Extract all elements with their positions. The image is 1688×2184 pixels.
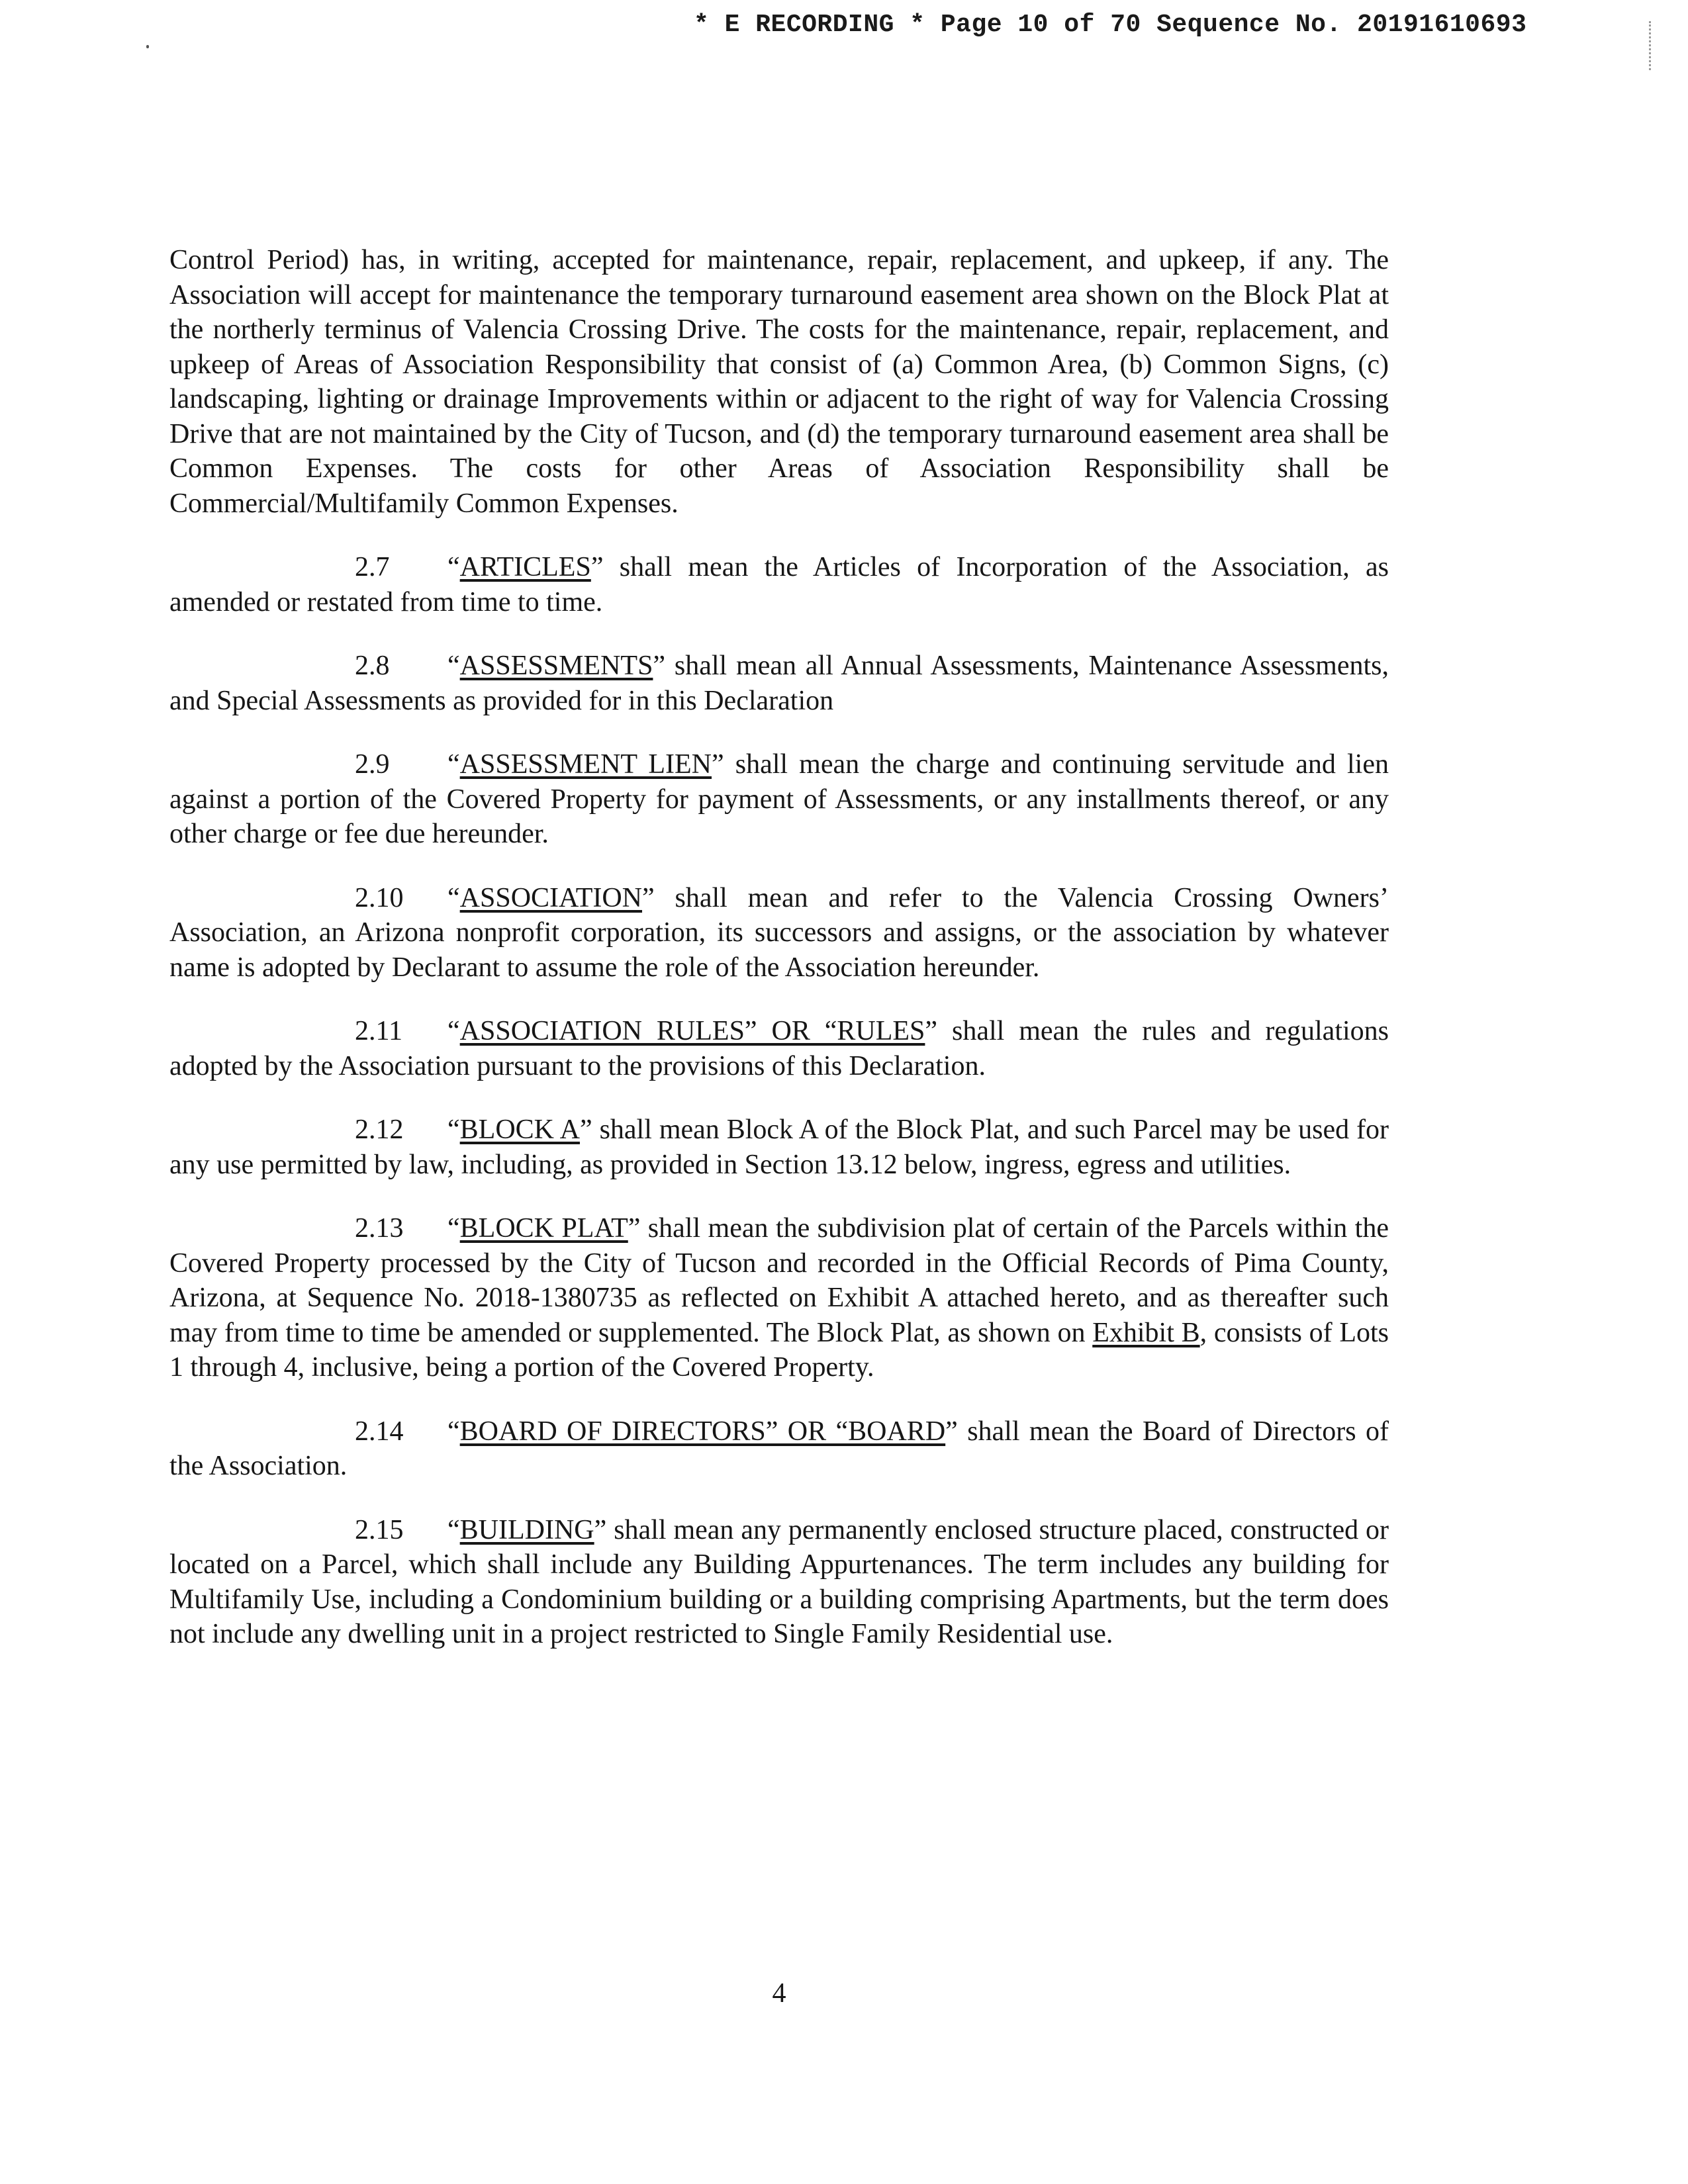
defined-term: ARTICLES xyxy=(459,552,591,582)
section-number: 2.12 xyxy=(355,1115,404,1145)
definition-text: shall mean and refer to the Valencia Crossing Owners’ Association, an Arizona nonprofit corporation, its successors and assigns, or the association by whatever name is adopted by Declarant to assume the role of the Association hereunder. xyxy=(169,882,1389,983)
intro-paragraph: Control Period) has, in writing, accepted for maintenance, repair, replacement, and upkeep, if any. The Association will accept for maintenance the temporary turnaround easement area shown on the Block Plat at the northerly terminus of Valencia Crossing Drive. The costs for the maintenance, repair, replacement, and upkeep of Areas of Association Responsibility that consist of (a) Common Area, (b) Common Signs, (c) landscaping, lighting or drainage Improvements within or adjacent to the right of way for Valencia Crossing Drive that are not maintained by the City of Tucson, and (d) the temporary turnaround easement area shall be Common Expenses. The costs for other Areas of Association Responsibility shall be Commercial/Multifamily Common Expenses. xyxy=(169,245,1389,519)
defined-term: ASSOCIATION xyxy=(459,882,643,913)
section-number: 2.13 xyxy=(355,1213,404,1244)
definition-text: shall mean the subdivision plat of certain of the Parcels within the Covered Property processed by the City of Tucson and recorded in the Official Records of Pima County, Arizona, at Sequence No. 2018-1380735 as reflected on Exhibit A attached hereto, and as thereafter such may from time to time be amended or supplemented. The Block Plat, as shown on xyxy=(169,1213,1389,1348)
scan-edge-marks xyxy=(1649,21,1655,70)
definition-text: shall mean Block A of the Block Plat, and such Parcel may be used for any use permitted by law, including, as provided in Section 13.12 below, ingress, egress and utilities. xyxy=(169,1115,1389,1180)
section-number: 2.8 xyxy=(355,651,390,681)
section-number: 2.15 xyxy=(355,1514,404,1545)
exhibit-reference: Exhibit B xyxy=(1092,1317,1200,1348)
definition-text: shall mean all Annual Assessments, Maintenance Assessments, and Special Assessments as provided for in this Declaration xyxy=(169,651,1389,716)
defined-term: ASSOCIATION RULES” OR “RULES xyxy=(459,1016,925,1046)
definition-2-13: 2.13 “BLOCK PLAT” shall mean the subdivision plat of certain of the Parcels within the Covered Property processed by the City of Tucson and recorded in the Official Records of Pima County, Arizona, at Sequence No. 2018-1380735 as reflected on Exhibit A attached hereto, and as thereafter such may from time to time be amended or supplemented. The Block Plat, as shown on Exhibit B, consists of Lots 1 through 4, inclusive, being a portion of the Covered Property. xyxy=(169,1211,1389,1385)
definition-2-12: 2.12 “BLOCK A” shall mean Block A of the Block Plat, and such Parcel may be used for any use permitted by law, including, as provided in Section 13.12 below, ingress, egress and utilities. xyxy=(169,1113,1389,1182)
section-number: 2.7 xyxy=(355,552,390,582)
section-number: 2.10 xyxy=(355,882,404,913)
definition-2-8: 2.8 “ASSESSMENTS” shall mean all Annual Assessments, Maintenance Assessments, and Special Assessments as provided for in this Declaration xyxy=(169,649,1389,718)
scan-artifact-dot xyxy=(146,45,149,48)
definition-text-continued: , consists of Lots 1 through 4, inclusive, being a portion of the Covered Property. xyxy=(169,1317,1389,1383)
page-number: 4 xyxy=(772,1978,786,2009)
recording-header: * E RECORDING * Page 10 of 70 Sequence No. 20191610693 xyxy=(694,11,1527,39)
definition-text: shall mean any permanently enclosed structure placed, constructed or located on a Parcel, which shall include any Building Appurtenances. The term includes any building for Multifamily Use, including a Condominium building or a building comprising Apartments, but the term does not include any dwelling unit in a project restricted to Single Family Residential use. xyxy=(169,1514,1389,1649)
defined-term: ASSESSMENT LIEN xyxy=(459,749,712,780)
definition-2-7: 2.7 “ARTICLES” shall mean the Articles of Incorporation of the Association, as amended or restated from time to time. xyxy=(169,550,1389,619)
definition-2-11: 2.11 “ASSOCIATION RULES” OR “RULES” shall mean the rules and regulations adopted by the Association pursuant to the provisions of this Declaration. xyxy=(169,1014,1389,1083)
definition-text: shall mean the charge and continuing servitude and lien against a portion of the Covered Property for payment of Assessments, or any installments thereof, or any other charge or fee due hereunder. xyxy=(169,749,1389,849)
definition-2-15: 2.15 “BUILDING” shall mean any permanently enclosed structure placed, constructed or located on a Parcel, which shall include any Building Appurtenances. The term includes any building for Multifamily Use, including a Condominium building or a building comprising Apartments, but the term does not include any dwelling unit in a project restricted to Single Family Residential use. xyxy=(169,1513,1389,1652)
definition-2-10: 2.10 “ASSOCIATION” shall mean and refer to the Valencia Crossing Owners’ Association, an Arizona nonprofit corporation, its successors and assigns, or the association by whatever name is adopted by Declarant to assume the role of the Association hereunder. xyxy=(169,881,1389,985)
defined-term: BLOCK A xyxy=(459,1115,580,1145)
defined-term: BLOCK PLAT xyxy=(459,1213,628,1244)
section-number: 2.11 xyxy=(355,1016,402,1046)
definition-2-9: 2.9 “ASSESSMENT LIEN” shall mean the charge and continuing servitude and lien against a portion of the Covered Property for payment of Assessments, or any installments thereof, or any other charge or fee due hereunder. xyxy=(169,747,1389,852)
document-body xyxy=(169,243,1389,1652)
definition-text: shall mean the Articles of Incorporation of the Association, as amended or restated from time to time. xyxy=(169,552,1389,617)
defined-term: ASSESSMENTS xyxy=(459,651,653,681)
defined-term: BOARD OF DIRECTORS” OR “BOARD xyxy=(459,1416,946,1447)
definition-2-14: 2.14 “BOARD OF DIRECTORS” OR “BOARD” shall mean the Board of Directors of the Association. xyxy=(169,1414,1389,1484)
section-number: 2.9 xyxy=(355,749,390,780)
defined-term: BUILDING xyxy=(459,1514,594,1545)
definition-text: shall mean the rules and regulations adopted by the Association pursuant to the provisions of this Declaration. xyxy=(169,1016,1389,1081)
definition-text: shall mean the Board of Directors of the Association. xyxy=(169,1416,1389,1481)
section-number: 2.14 xyxy=(355,1416,404,1447)
